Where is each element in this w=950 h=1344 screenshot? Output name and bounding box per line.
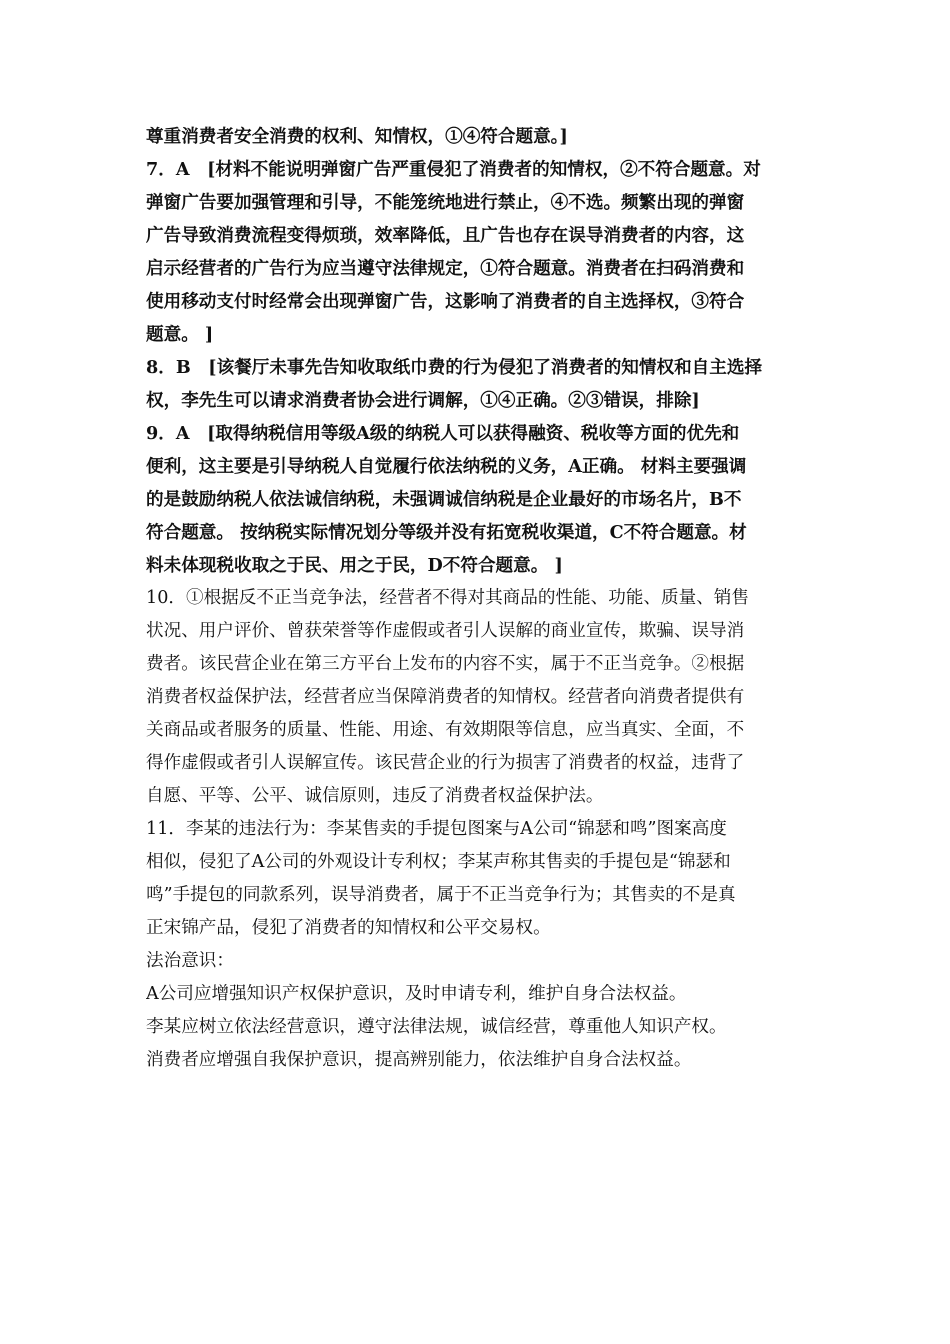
answer-10-line-6: 得作虚假或者引人误解宣传。该民营企业的行为损害了消费者的权益，违背了 <box>146 753 745 773</box>
answer-8-line-1: 8．B [该餐厅未事先告知收取纸巾费的行为侵犯了消费者的知情权和自主选择 <box>146 357 763 378</box>
answer-10-line-2: 状况、用户评价、曾获荣誉等作虚假或者引人误解的商业宣传，欺骗、误导消 <box>146 621 745 641</box>
answer-7-line-6: 题意。 ] <box>146 324 214 345</box>
answer-10-line-3: 费者。该民营企业在第三方平台上发布的内容不实，属于不正当竞争。②根据 <box>146 654 745 674</box>
answer-11-line-2: 相似，侵犯了A公司的外观设计专利权；李某声称其售卖的手提包是“锦瑟和 <box>146 852 731 872</box>
answer-7-line-4: 启示经营者的广告行为应当遵守法律规定，①符合题意。消费者在扫码消费和 <box>146 258 745 279</box>
answer-8-line-2: 权，李先生可以请求消费者协会进行调解，①④正确。②③错误，排除] <box>146 390 700 411</box>
answer-10-line-5: 关商品或者服务的质量、性能、用途、有效期限等信息，应当真实、全面，不 <box>146 720 745 740</box>
rule-of-law-heading: 法治意识： <box>146 951 234 971</box>
answer-10-line-1: 10．①根据反不正当竞争法，经营者不得对其商品的性能、功能、质量、销售 <box>146 588 749 608</box>
rule-of-law-point-company: A公司应增强知识产权保护意识，及时申请专利，维护自身合法权益。 <box>146 984 687 1004</box>
answer-10-line-7: 自愿、平等、公平、诚信原则，违反了消费者权益保护法。 <box>146 786 604 806</box>
answer-10-line-4: 消费者权益保护法，经营者应当保障消费者的知情权。经营者向消费者提供有 <box>146 687 745 707</box>
answer-text <box>146 120 816 1077</box>
answer-9-line-4: 符合题意。 按纳税实际情况划分等级并没有拓宽税收渠道，C不符合题意。材 <box>146 522 747 543</box>
answer-11-line-1: 11．李某的违法行为：李某售卖的手提包图案与A公司“锦瑟和鸣”图案高度 <box>146 819 727 839</box>
answer-7-line-1: 7．A [材料不能说明弹窗广告严重侵犯了消费者的知情权，②不符合题意。对 <box>146 159 761 180</box>
answer-9-line-5: 料未体现税收取之于民、用之于民，D不符合题意。 ] <box>146 555 563 576</box>
rule-of-law-point-seller: 李某应树立依法经营意识，遵守法律法规，诚信经营，尊重他人知识产权。 <box>146 1017 727 1037</box>
answer-9-line-3: 的是鼓励纳税人依法诚信纳税，未强调诚信纳税是企业最好的市场名片，B不 <box>146 489 742 510</box>
answer-11-line-4: 正宋锦产品，侵犯了消费者的知情权和公平交易权。 <box>146 918 551 938</box>
answer-7-line-2: 弹窗广告要加强管理和引导，不能笼统地进行禁止，④不选。频繁出现的弹窗 <box>146 192 745 213</box>
answer-7-line-3: 广告导致消费流程变得烦琐，效率降低，且广告也存在误导消费者的内容，这 <box>146 225 745 246</box>
answer-9-line-1: 9．A [取得纳税信用等级A级的纳税人可以获得融资、税收等方面的优先和 <box>146 423 740 444</box>
rule-of-law-point-consumer: 消费者应增强自我保护意识，提高辨别能力，依法维护自身合法权益。 <box>146 1050 692 1070</box>
answer-6-tail: 尊重消费者安全消费的权利、知情权，①④符合题意。] <box>146 126 568 147</box>
answer-11-line-3: 鸣”手提包的同款系列，误导消费者，属于不正当竞争行为；其售卖的不是真 <box>146 885 736 905</box>
answer-7-line-5: 使用移动支付时经常会出现弹窗广告，这影响了消费者的自主选择权，③符合 <box>146 291 745 312</box>
answer-9-line-2: 便利，这主要是引导纳税人自觉履行依法纳税的义务，A正确。 材料主要强调 <box>146 456 747 477</box>
